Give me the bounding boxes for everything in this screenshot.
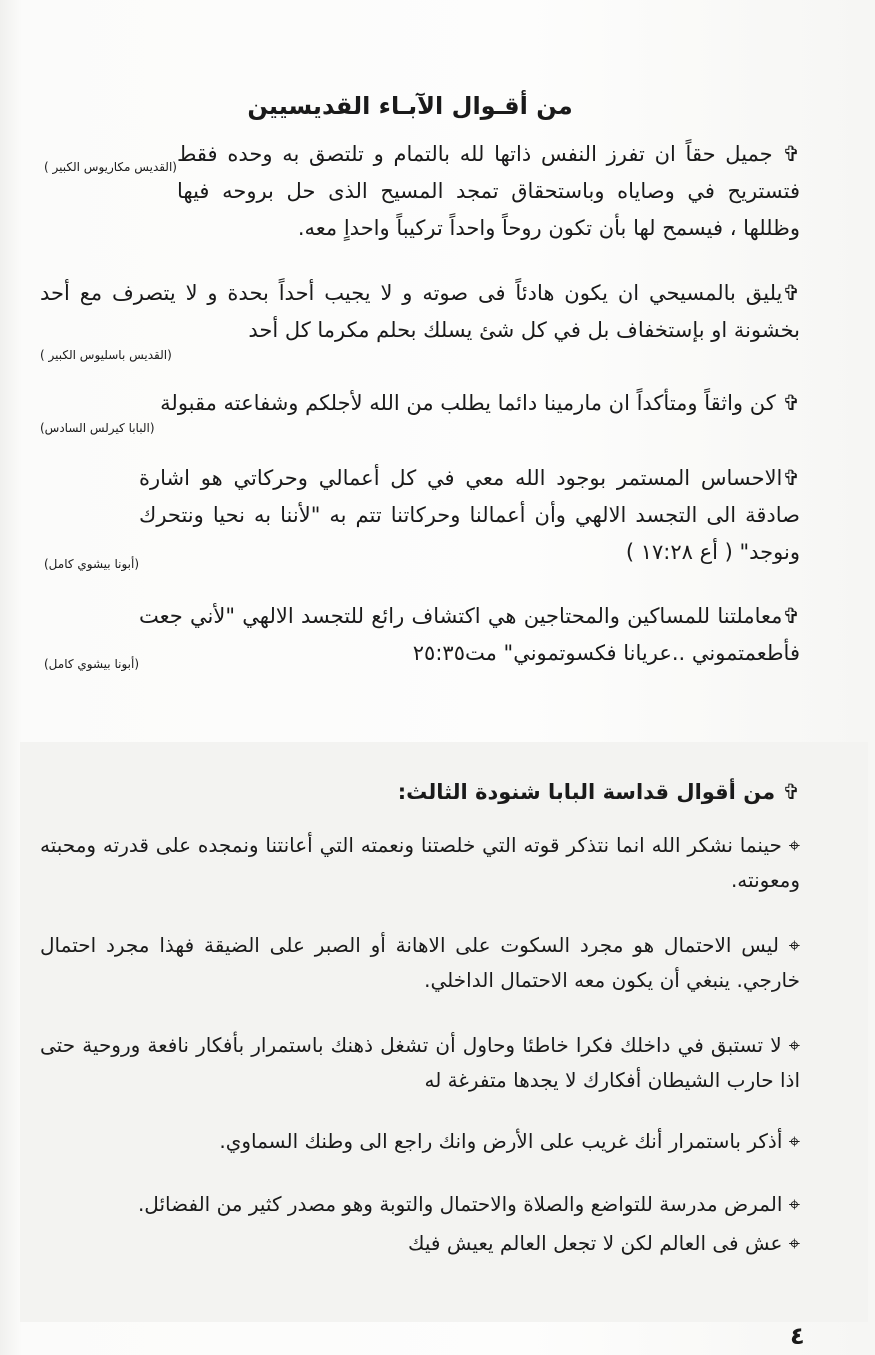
page-number: ٤	[790, 1322, 805, 1350]
quote-text: ✞الاحساس المستمر بوجود الله معي في كل أعمالي وحركاتي هو اشارة صادقة الى التجسد الالهي وأن أعمالنا وحركاتنا تتم به "لأننا به نحيا ونتحرك ونوجد" ( أع ١٧:٢٨ )	[139, 466, 800, 564]
quote-attribution: (البابا كيرلس السادس)	[40, 421, 155, 435]
section-title: ✞ من أقوال قداسة البابا شنودة الثالث:	[397, 780, 800, 804]
quote-text: ✞معاملتنا للمساكين والمحتاجين هي اكتشاف رائع للتجسد الالهي "لأني جعت فأطعمتموني ..عريانا فكسوتموني" مت٢٥:٣٥	[139, 604, 800, 665]
quote-attribution: (أبونا بيشوي كامل)	[44, 657, 140, 671]
quote-kyrillos	[40, 385, 800, 436]
quote-text: ✞ جميل حقاً ان تفرز النفس ذاتها لله بالتمام و تلتصق به وحده فقط فتستريح في وصاياه وباستحقاق تمجد المسيح الذى حل بروحه فيها وظللها ، فيسمح لها بأن تكون روحاً واحداً تركيباً واحداٍ معه.	[176, 142, 800, 240]
page-title: من أقـوال الآبـاء القديسيين	[247, 92, 573, 120]
quote-text: ✞ كن واثقاً ومتأكداً ان مارمينا دائما يطلب من الله لأجلكم وشفاعته مقبولة	[160, 391, 800, 415]
saying-item: ⌖ المرض مدرسة للتواضع والصلاة والاحتمال والتوبة وهو مصدر كثير من الفضائل.	[137, 1192, 800, 1216]
quote-attribution: (القديس مكاريوس الكبير )	[44, 160, 177, 174]
quote-attribution: (القديس باسليوس الكبير )	[40, 348, 172, 362]
saying-item: ⌖ حينما نشكر الله انما نتذكر قوته التي خلصتنا ونعمته التي أعانتنا ونمجده على قدرته ومحبته ومعونته.	[40, 833, 800, 892]
quote-basil	[40, 275, 800, 363]
quote-text: ✞يليق بالمسيحي ان يكون هادئاً فى صوته و لا يجيب أحداً بحدة و لا يتصرف مع أحد بخشونة او بإستخفاف بل في كل شئ يسلك بحلم مكرما كل أحد	[40, 281, 800, 342]
quote-bishoy-2	[40, 598, 800, 672]
quote-bishoy-1	[40, 460, 800, 571]
saying-item: ⌖ أذكر باستمرار أنك غريب على الأرض وانك راجع الى وطنك السماوي.	[219, 1129, 800, 1153]
pope-shenouda-sayings	[40, 776, 800, 1261]
saying-item: ⌖ عش فى العالم لكن لا تجعل العالم يعيش فيك	[408, 1231, 800, 1255]
quote-attribution: (أبونا بيشوي كامل)	[44, 557, 140, 571]
fathers-sayings	[40, 92, 800, 683]
saying-item: ⌖ ليس الاحتمال هو مجرد السكوت على الاهانة أو الصبر على الضيقة فهذا مجرد احتمال خارجي. ينبغي أن يكون معه الاحتمال الداخلي.	[40, 933, 800, 992]
saying-item: ⌖ لا تستبق في داخلك فكرا خاطئا وحاول أن تشغل ذهنك باستمرار بأفكار نافعة وروحية حتى اذا حارب الشيطان أفكارك لا يجدها متفرغة له	[40, 1033, 800, 1092]
quote-macarius	[40, 136, 800, 247]
